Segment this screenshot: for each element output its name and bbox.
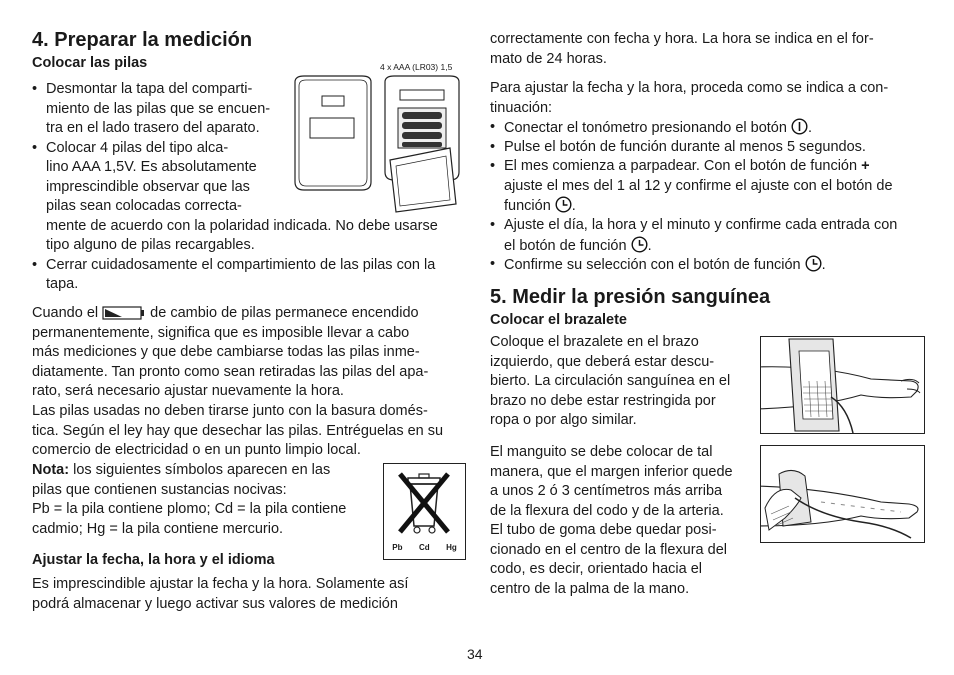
date-intro-paragraph: Para ajustar la fecha y la hora, proceda como se indica a con- tinuación: — [490, 80, 889, 116]
battery-bullet-2: • Colocar 4 pilas del tipo alca- lino AAA 1,5V. Es absolutamente imprescindible observar que las pilas sean colocadas correcta- mente de acuerdo con la polaridad indicada. No debe usarse tipo alguno de pilas recargables. — [32, 139, 486, 256]
arm-with-cuff-icon — [761, 337, 924, 433]
cuff-positioning-illustration — [760, 445, 925, 543]
date-paragraph-continued: correctamente con fecha y hora. La hora se indica en el for- mato de 24 horas. — [490, 31, 874, 67]
battery-figure-caption: 4 x AAA (LR03) 1,5 — [380, 62, 453, 72]
date-paragraph: Es imprescindible ajustar la fecha y la hora. Solamente así podrá almacenar y luego activar sus valores de medición — [32, 576, 409, 612]
cuff-on-arm-illustration — [760, 336, 925, 434]
date-bullet-3: • El mes comienza a parpadear. Con el botón de función + ajuste el mes del 1 al 12 y confirme el ajuste con el botón de función . — [490, 157, 939, 217]
battery-subheading: Colocar las pilas — [32, 55, 148, 71]
hand-positioning-cuff-icon — [761, 446, 924, 542]
plus-button-symbol: + — [861, 158, 870, 174]
battery-indicator-paragraph: Cuando el de cambio de pilas permanece encendido permanentemente, significa que es imposible llevar a cabo más mediciones y que debe cambiarse todas las pilas inme- diatamente. Tan pronto como sean retiradas las pilas del apa- rato, será necesario ajustar nuevamente la hora. — [32, 305, 429, 399]
battery-bullet-1: • Desmontar la tapa del comparti- miento de las pilas que se encuen- tra en el lado trasero del aparato. — [32, 80, 311, 139]
cuff-paragraph-2: El manguito se debe colocar de tal manera, que el margen inferior quede a unos 2 ó 3 centímetros más arriba de la flexura del codo y de la arteria. El tubo de goma debe quedar posi- cionado en el centro de la flexura del codo, es decir, orientado hacia el centro de la palma de la mano. — [490, 444, 733, 597]
section-4-heading: 4. Preparar la medición — [32, 29, 253, 51]
power-button-icon — [791, 118, 808, 135]
date-bullet-1: • Conectar el tonómetro presionando el botón . — [490, 118, 939, 139]
clock-function-icon — [555, 196, 572, 213]
cuff-subheading: Colocar el brazalete — [490, 312, 627, 328]
clock-function-icon — [631, 236, 648, 253]
crossed-out-bin-icon — [384, 464, 465, 542]
clock-function-icon — [805, 255, 822, 272]
bin-labels — [384, 543, 465, 552]
date-bullet-4: • Ajuste el día, la hora y el minuto y confirme cada entrada con el botón de función . — [490, 216, 939, 256]
battery-disposal-paragraph: Las pilas usadas no deben tirarse junto con la basura domés- tica. Según el ley hay que desechar las pilas. Entréguelas en su comercio de electricidad o en un punto limpio local. — [32, 403, 444, 458]
label-hg: Hg — [446, 543, 457, 552]
section-5-heading: 5. Medir la presión sanguínea — [490, 286, 771, 308]
label-cd: Cd — [418, 543, 430, 552]
page-number: 34 — [467, 646, 483, 662]
crossed-out-bin-figure — [383, 463, 466, 560]
note-paragraph: Nota: los siguientes símbolos aparecen en las pilas que contienen sustancias nocivas: Pb = la pila contiene plomo; Cd = la pila contiene cadmio; Hg = la pila contiene mercurio. — [32, 462, 347, 537]
low-battery-icon — [102, 306, 146, 320]
date-bullet-2: • Pulse el botón de función durante al menos 5 segundos. — [490, 138, 939, 158]
label-pb: Pb — [392, 543, 403, 552]
battery-bullet-3: • Cerrar cuidadosamente el compartimiento de las pilas con la tapa. — [32, 256, 486, 295]
date-subheading: Ajustar la fecha, la hora y el idioma — [32, 552, 275, 568]
date-bullet-5: • Confirme su selección con el botón de función . — [490, 255, 939, 276]
cuff-paragraph-1: Coloque el brazalete en el brazo izquierdo, que deberá estar descu- bierto. La circulación sanguínea en el brazo no debe estar restringida por ropa o por algo similar. — [490, 334, 731, 428]
